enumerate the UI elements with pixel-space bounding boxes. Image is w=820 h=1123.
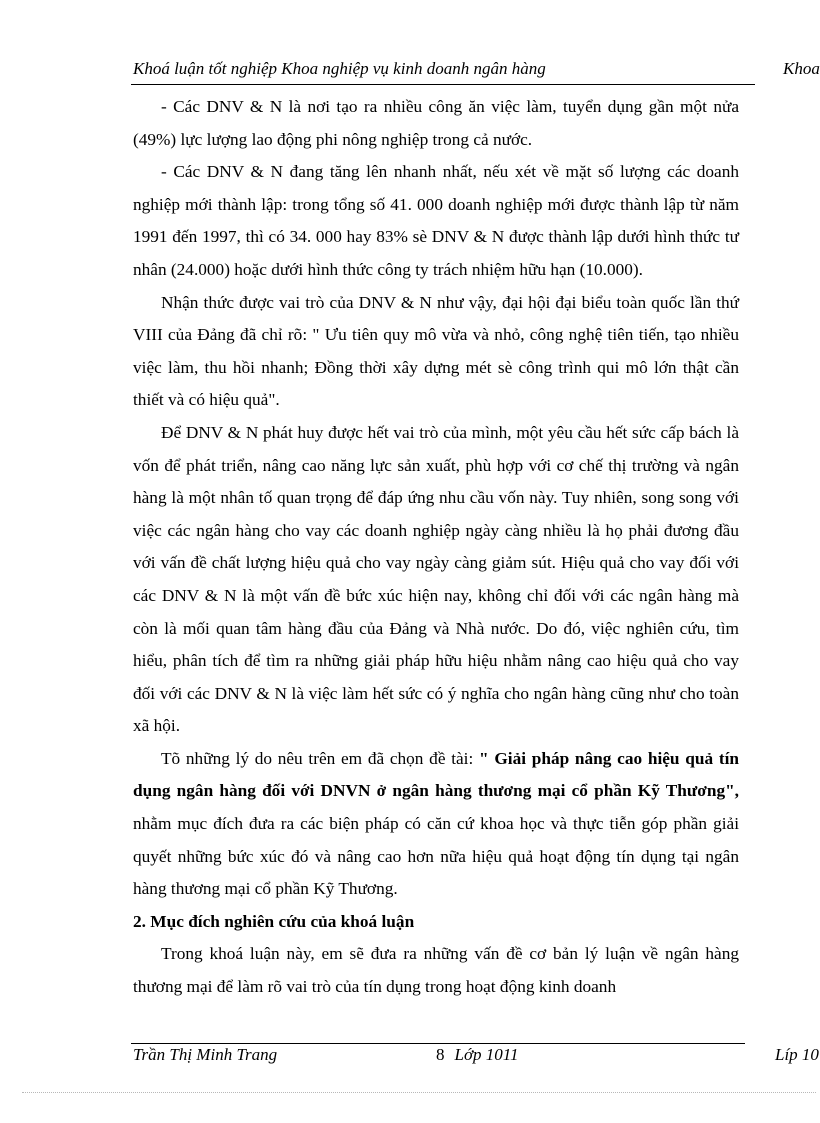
paragraph-3: Nhận thức được vai trò của DNV & N như vậy, đại hội đại biểu toàn quốc lần thứ VIII của Đảng đã chỉ rõ: " Ưu tiên quy mô vừa và nhỏ, công nghệ tiên tiến, tạo nhiều việc làm, thu hồi nhanh; Đồng thời xây dựng mét sè công trình qui mô lớn thật cần thiết và có hiệu quả". xyxy=(133,292,739,410)
footer-class: Lớp 1011 xyxy=(454,1045,519,1064)
header-right-text: Khoa xyxy=(783,59,820,78)
section-heading: 2. Mục đích nghiên cứu của khoá luận xyxy=(133,911,415,931)
body-text xyxy=(133,91,739,1004)
paragraph-5 xyxy=(133,743,739,906)
header-divider xyxy=(131,84,755,85)
footer-page-info xyxy=(436,1045,519,1065)
thesis-title: " Giải pháp nâng cao hiệu quả tín dụng ngân hàng đối với DNVN ở ngân hàng thương mại cổ phần Kỹ Thương", xyxy=(133,748,739,801)
paragraph-6: Trong khoá luận này, em sẽ đưa ra những vấn đề cơ bản lý luận về ngân hàng thương mại để làm rõ vai trò của tín dụng trong hoạt động kinh doanh xyxy=(133,944,739,997)
paragraph-4: Để DNV & N phát huy được hết vai trò của mình, một yêu cầu hết sức cấp bách là vốn để phát triển, nâng cao năng lực sản xuất, phù hợp với cơ chế thị trường và ngân hàng là một nhân tố quan trọng để đáp ứng nhu cầu vốn này. Tuy nhiên, song song với việc các ngân hàng cho vay các doanh nghiệp ngày càng nhiều là họ phải đương đầu với vấn đề chất lượng hiệu quả cho vay ngày càng giảm sút. Hiệu quả cho vay đối với các DNV & N là một vấn đề bức xúc hiện nay, không chỉ đối với các ngân hàng mà còn là mối quan tâm hàng đầu của Đảng và Nhà nước. Do đó, việc nghiên cứu, tìm hiểu, phân tích để tìm ra những giải pháp hữu hiệu nhằm nâng cao hiệu quả cho vay đối với các DNV & N là việc làm hết sức có ý nghĩa cho ngân hàng cũng như cho toàn xã hội. xyxy=(133,422,739,736)
paragraph-5-lead: Tõ những lý do nêu trên em đã chọn đề tài: xyxy=(161,748,480,768)
paragraph-2: - Các DNV & N đang tăng lên nhanh nhất, nếu xét về mặt số lượng các doanh nghiệp mới thành lập: trong tổng số 41. 000 doanh nghiệp mới được thành lập từ năm 1991 đến 1997, thì có 34. 000 hay 83% sè DNV & N được thành lập dưới hình thức tư nhân (24.000) hoặc dưới hình thức công ty trách nhiệm hữu hạn (10.000). xyxy=(133,162,739,279)
page-break-line xyxy=(22,1092,816,1093)
footer-right-text: Líp 10 xyxy=(775,1045,819,1064)
footer-divider xyxy=(131,1043,745,1044)
footer-author: Trần Thị Minh Trang xyxy=(133,1045,278,1064)
paragraph-1: - Các DNV & N là nơi tạo ra nhiều công ăn việc làm, tuyển dụng gần một nửa (49%) lực lượng lao động phi nông nghiệp trong cả nước. xyxy=(133,97,739,149)
paragraph-5-tail: nhằm mục đích đưa ra các biện pháp có căn cứ khoa học và thực tiễn góp phần giải quyết những bức xúc đó và nâng cao hơn nữa hiệu quả hoạt động tín dụng tại ngân hàng thương mại cổ phần Kỹ Thương. xyxy=(133,814,739,899)
page-number: 8 xyxy=(436,1045,445,1064)
header-title: Khoá luận tốt nghiệp Khoa nghiệp vụ kinh doanh ngân hàng xyxy=(133,59,546,78)
